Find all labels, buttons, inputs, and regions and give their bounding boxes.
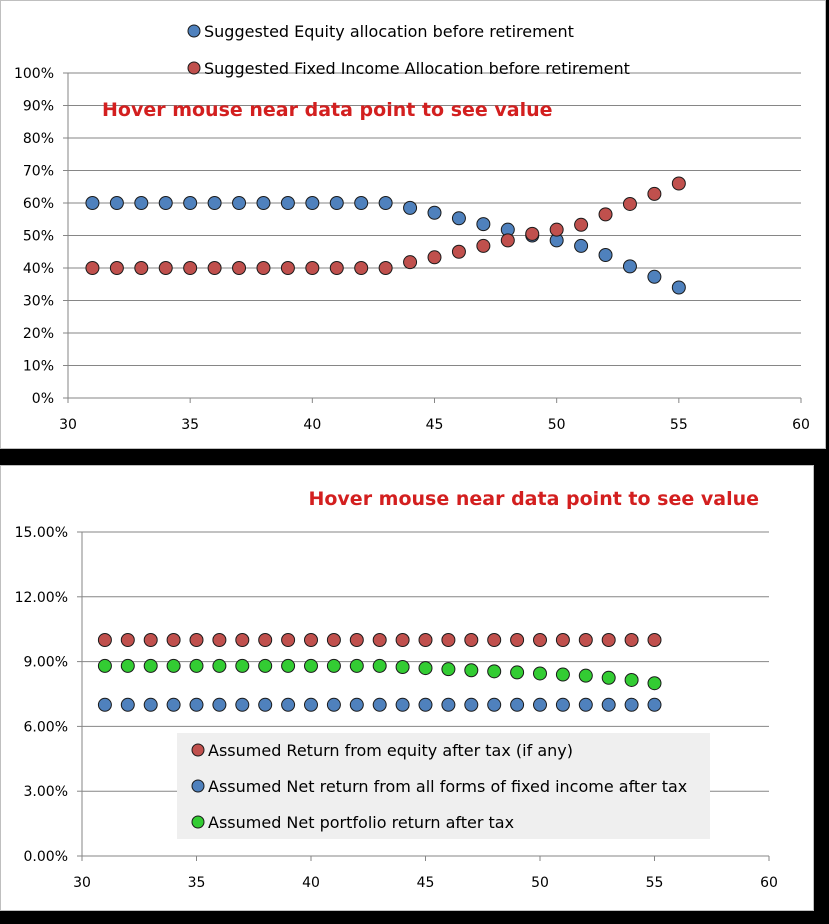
x-tick-label: 55 [645, 875, 664, 891]
data-point [419, 698, 432, 711]
legend-marker [188, 25, 200, 37]
data-point [208, 262, 221, 275]
data-point [442, 663, 455, 676]
data-point [190, 698, 203, 711]
data-point [327, 659, 340, 672]
data-point [144, 634, 157, 647]
data-point [98, 698, 111, 711]
data-point [672, 281, 685, 294]
data-point [534, 698, 547, 711]
data-point [404, 201, 417, 214]
data-point [465, 634, 478, 647]
data-point [419, 634, 432, 647]
data-point [233, 262, 246, 275]
y-tick-label: 50% [22, 228, 54, 245]
y-tick-label: 15.00% [14, 525, 68, 541]
allocation-chart [1, 1, 827, 450]
x-tick-label: 45 [416, 875, 435, 891]
data-point [396, 698, 409, 711]
legend-label: Assumed Net return from all forms of fixed income after tax [208, 777, 688, 796]
data-point [442, 698, 455, 711]
data-point [477, 218, 490, 231]
data-point [259, 698, 272, 711]
data-point [379, 262, 392, 275]
data-point [550, 223, 563, 236]
data-point [556, 668, 569, 681]
data-point [121, 659, 134, 672]
hover-annotation: Hover mouse near data point to see value [308, 488, 759, 510]
data-point [648, 698, 661, 711]
data-point [257, 262, 270, 275]
data-point [511, 634, 524, 647]
data-point [135, 262, 148, 275]
data-point [534, 667, 547, 680]
data-point [350, 634, 363, 647]
data-point [602, 698, 615, 711]
y-tick-label: 9.00% [23, 654, 68, 671]
data-point [121, 634, 134, 647]
data-point [167, 634, 180, 647]
data-point [477, 239, 490, 252]
data-point [511, 698, 524, 711]
data-point [648, 187, 661, 200]
x-tick-label: 40 [302, 875, 320, 891]
data-point [373, 634, 386, 647]
data-point [355, 197, 368, 210]
legend-marker [192, 816, 204, 828]
y-tick-label: 0.00% [23, 849, 68, 865]
returns-chart [1, 466, 815, 912]
data-point [213, 698, 226, 711]
data-point [167, 659, 180, 672]
legend-marker [192, 744, 204, 756]
x-tick-label: 60 [760, 875, 778, 891]
data-point [281, 262, 294, 275]
data-point [452, 245, 465, 258]
data-point [282, 698, 295, 711]
x-tick-label: 35 [187, 875, 206, 891]
data-point [305, 698, 318, 711]
legend-marker [188, 62, 200, 74]
y-tick-label: 6.00% [23, 719, 68, 736]
data-point [159, 262, 172, 275]
legend-marker [192, 780, 204, 792]
data-point [534, 634, 547, 647]
y-tick-label: 90% [22, 98, 54, 115]
hover-annotation: Hover mouse near data point to see value [102, 99, 553, 121]
data-point [305, 659, 318, 672]
data-point [184, 262, 197, 275]
data-point [213, 634, 226, 647]
y-tick-label: 0% [31, 391, 54, 407]
legend-label: Suggested Fixed Income Allocation before retirement [204, 59, 630, 78]
data-point [257, 197, 270, 210]
data-point [208, 197, 221, 210]
data-point [236, 698, 249, 711]
data-point [648, 677, 661, 690]
data-point [236, 659, 249, 672]
x-tick-label: 45 [425, 417, 444, 433]
data-point [330, 197, 343, 210]
data-point [419, 662, 432, 675]
data-point [135, 197, 148, 210]
y-tick-label: 40% [22, 261, 54, 277]
data-point [648, 634, 661, 647]
data-point [167, 698, 180, 711]
data-point [327, 634, 340, 647]
x-tick-label: 55 [669, 417, 688, 433]
data-point [648, 270, 661, 283]
data-point [282, 634, 295, 647]
y-tick-label: 3.00% [23, 784, 68, 801]
returns-chart-panel [0, 465, 814, 911]
data-point [526, 227, 539, 240]
y-tick-label: 10% [22, 358, 54, 375]
data-point [373, 659, 386, 672]
y-tick-label: 60% [22, 196, 54, 212]
data-point [396, 634, 409, 647]
data-point [428, 206, 441, 219]
x-tick-label: 30 [73, 875, 91, 891]
data-point [110, 262, 123, 275]
data-point [442, 634, 455, 647]
data-point [575, 239, 588, 252]
y-tick-label: 30% [22, 293, 54, 310]
data-point [488, 665, 501, 678]
x-tick-label: 35 [181, 417, 200, 433]
data-point [259, 634, 272, 647]
data-point [579, 634, 592, 647]
data-point [396, 661, 409, 674]
data-point [213, 659, 226, 672]
data-point [306, 262, 319, 275]
data-point [575, 218, 588, 231]
data-point [625, 634, 638, 647]
legend-label: Assumed Net portfolio return after tax [208, 813, 515, 832]
legend-label: Assumed Return from equity after tax (if any) [208, 741, 573, 760]
data-point [465, 664, 478, 677]
data-point [184, 197, 197, 210]
data-point [144, 698, 157, 711]
data-point [602, 671, 615, 684]
data-point [599, 208, 612, 221]
data-point [98, 634, 111, 647]
y-tick-label: 80% [22, 131, 54, 147]
data-point [159, 197, 172, 210]
data-point [625, 673, 638, 686]
data-point [190, 659, 203, 672]
data-point [488, 698, 501, 711]
data-point [379, 197, 392, 210]
x-tick-label: 30 [59, 417, 77, 433]
data-point [98, 659, 111, 672]
data-point [672, 177, 685, 190]
data-point [579, 669, 592, 682]
data-point [511, 666, 524, 679]
data-point [236, 634, 249, 647]
data-point [350, 698, 363, 711]
data-point [86, 197, 99, 210]
data-point [599, 249, 612, 262]
x-tick-label: 50 [547, 417, 566, 433]
data-point [144, 659, 157, 672]
legend-label: Suggested Equity allocation before retirement [204, 22, 574, 41]
data-point [350, 659, 363, 672]
data-point [556, 634, 569, 647]
data-point [623, 260, 636, 273]
y-tick-label: 12.00% [14, 589, 68, 606]
data-point [355, 262, 368, 275]
data-point [190, 634, 203, 647]
data-point [465, 698, 478, 711]
data-point [259, 659, 272, 672]
y-tick-label: 20% [22, 326, 54, 342]
x-tick-label: 60 [792, 417, 810, 433]
data-point [86, 262, 99, 275]
data-point [488, 634, 501, 647]
data-point [404, 256, 417, 269]
data-point [556, 698, 569, 711]
data-point [121, 698, 134, 711]
y-tick-label: 100% [13, 66, 54, 82]
equity-fixed-income-chart-panel [0, 0, 826, 449]
data-point [330, 262, 343, 275]
data-point [452, 212, 465, 225]
data-point [602, 634, 615, 647]
data-point [623, 197, 636, 210]
data-point [327, 698, 340, 711]
data-point [579, 698, 592, 711]
data-point [306, 197, 319, 210]
y-tick-label: 70% [22, 163, 54, 180]
data-point [110, 197, 123, 210]
x-tick-label: 40 [303, 417, 322, 433]
data-point [282, 659, 295, 672]
x-tick-label: 50 [531, 875, 549, 891]
data-point [428, 251, 441, 264]
data-point [281, 197, 294, 210]
data-point [501, 234, 514, 247]
data-point [233, 197, 246, 210]
data-point [373, 698, 386, 711]
data-point [625, 698, 638, 711]
data-point [305, 634, 318, 647]
